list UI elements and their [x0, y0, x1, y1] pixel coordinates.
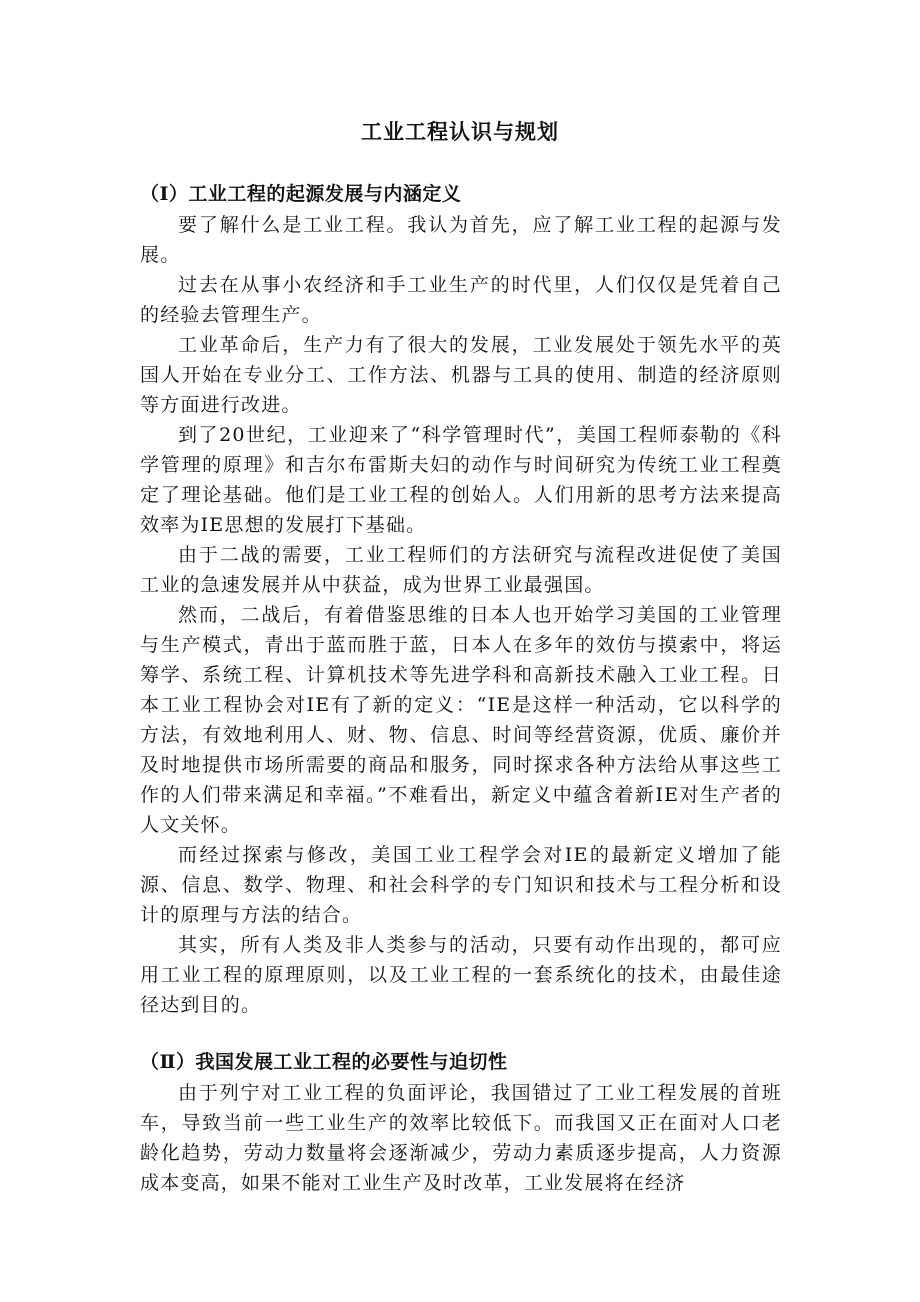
paragraph: 要了解什么是工业工程。我认为首先，应了解工业工程的起源与发展。 [140, 214, 782, 266]
paragraph: 而经过探索与修改，美国工业工程学会对IE的最新定义增加了能源、信息、数学、物理、和社会科学的专门知识和技术与工程分析和设计的原理与方法的结合。 [140, 844, 782, 926]
paragraph: 由于二战的需要，工业工程师们的方法研究与流程改进促使了美国工业的急速发展并从中获益，成为世界工业最强国。 [140, 544, 782, 596]
section-necessity-urgency [140, 1046, 782, 1198]
paragraph: 其实，所有人类及非人类参与的活动，只要有动作出现的，都可应用工业工程的原理原则，以及工业工程的一套系统化的技术，由最佳途径达到目的。 [140, 934, 782, 1016]
paragraph: 到了20世纪，工业迎来了“科学管理时代”，美国工程师泰勒的《科学管理的原理》和吉尔布雷斯夫妇的动作与时间研究为传统工业工程奠定了理论基础。他们是工业工程的创始人。人们用新的思考方法来提高效率为IE思想的发展打下基础。 [140, 424, 782, 536]
paragraph: 由于列宁对工业工程的负面评论，我国错过了工业工程发展的首班车，导致当前一些工业生产的效率比较低下。而我国又正在面对人口老龄化趋势，劳动力数量将会逐渐减少，劳动力素质逐步提高，人力资源成本变高，如果不能对工业生产及时改革，工业发展将在经济 [140, 1082, 782, 1194]
paragraph: 工业革命后，生产力有了很大的发展，工业发展处于领先水平的英国人开始在专业分工、工作方法、机器与工具的使用、制造的经济原则等方面进行改进。 [140, 334, 782, 416]
document-title: 工业工程认识与规划 [361, 119, 559, 144]
section-heading: （Ⅰ）工业工程的起源发展与内涵定义 [140, 183, 462, 205]
paragraph: 过去在从事小农经济和手工业生产的时代里，人们仅仅是凭着自己的经验去管理生产。 [140, 274, 782, 326]
section-heading: （Ⅱ）我国发展工业工程的必要性与迫切性 [140, 1051, 508, 1073]
paragraph: 然而，二战后，有着借鉴思维的日本人也开始学习美国的工业管理与生产模式，青出于蓝而胜于蓝，日本人在多年的效仿与摸索中，将运筹学、系统工程、计算机技术等先进学科和高新技术融入工业工程。日本工业工程协会对IE有了新的定义：“IE是这样一种活动，它以科学的方法，有效地利用人、财、物、信息、时间等经营资源，优质、廉价并及时地提供市场所需要的商品和服务，同时探求各种方法给从事这些工作的人们带来满足和幸福。”不难看出，新定义中蕴含着新IE对生产者的人文关怀。 [140, 604, 782, 836]
section-origin-definition [140, 178, 782, 1020]
